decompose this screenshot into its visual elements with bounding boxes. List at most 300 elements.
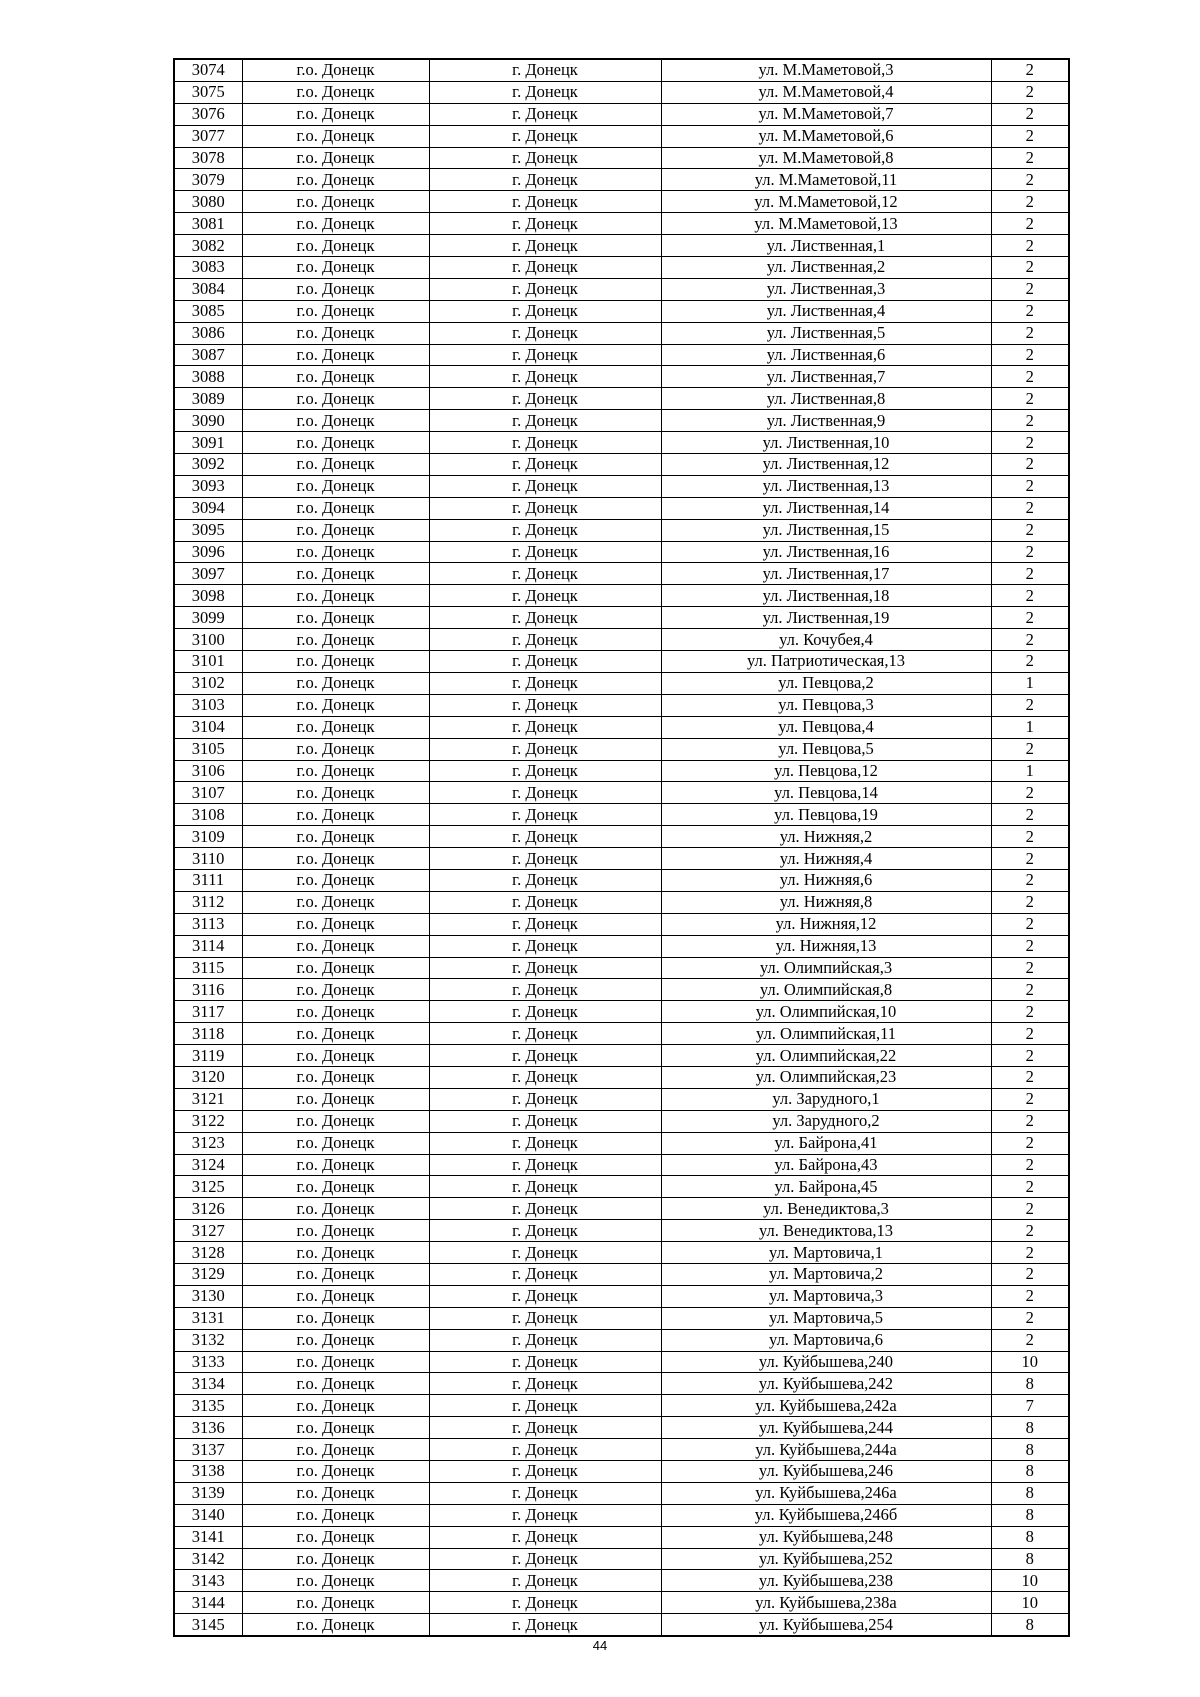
district-cell: г.о. Донецк xyxy=(242,1263,429,1285)
row-number-cell: 3083 xyxy=(174,257,242,279)
district-cell: г.о. Донецк xyxy=(242,826,429,848)
count-cell: 2 xyxy=(991,235,1069,257)
count-cell: 2 xyxy=(991,1154,1069,1176)
address-cell: ул. Лиственная,2 xyxy=(661,257,991,279)
table-row xyxy=(174,957,1069,979)
table-row xyxy=(174,607,1069,629)
count-cell: 2 xyxy=(991,59,1069,81)
table-row xyxy=(174,454,1069,476)
count-cell: 2 xyxy=(991,541,1069,563)
count-cell: 2 xyxy=(991,563,1069,585)
city-cell: г. Донецк xyxy=(429,1001,661,1023)
city-cell: г. Донецк xyxy=(429,59,661,81)
table-row xyxy=(174,235,1069,257)
count-cell: 8 xyxy=(991,1439,1069,1461)
district-cell: г.о. Донецк xyxy=(242,344,429,366)
district-cell: г.о. Донецк xyxy=(242,1395,429,1417)
city-cell: г. Донецк xyxy=(429,300,661,322)
district-cell: г.о. Донецк xyxy=(242,81,429,103)
address-cell: ул. Певцова,19 xyxy=(661,804,991,826)
count-cell: 2 xyxy=(991,103,1069,125)
table-row xyxy=(174,672,1069,694)
address-cell: ул. М.Маметовой,8 xyxy=(661,147,991,169)
city-cell: г. Донецк xyxy=(429,454,661,476)
count-cell: 8 xyxy=(991,1614,1069,1636)
count-cell: 2 xyxy=(991,694,1069,716)
table-row xyxy=(174,81,1069,103)
table-row xyxy=(174,651,1069,673)
address-cell: ул. М.Маметовой,7 xyxy=(661,103,991,125)
address-cell: ул. Олимпийская,11 xyxy=(661,1023,991,1045)
city-cell: г. Донецк xyxy=(429,388,661,410)
table-row xyxy=(174,1154,1069,1176)
city-cell: г. Донецк xyxy=(429,1461,661,1483)
address-cell: ул. Олимпийская,8 xyxy=(661,979,991,1001)
address-cell: ул. Олимпийская,3 xyxy=(661,957,991,979)
row-number-cell: 3120 xyxy=(174,1066,242,1088)
table-row xyxy=(174,694,1069,716)
table-row xyxy=(174,1614,1069,1636)
row-number-cell: 3114 xyxy=(174,935,242,957)
city-cell: г. Донецк xyxy=(429,541,661,563)
count-cell: 2 xyxy=(991,388,1069,410)
address-cell: ул. М.Маметовой,13 xyxy=(661,213,991,235)
count-cell: 10 xyxy=(991,1570,1069,1592)
table-row xyxy=(174,1373,1069,1395)
city-cell: г. Донецк xyxy=(429,1220,661,1242)
table-row xyxy=(174,432,1069,454)
row-number-cell: 3117 xyxy=(174,1001,242,1023)
city-cell: г. Донецк xyxy=(429,935,661,957)
address-cell: ул. Лиственная,6 xyxy=(661,344,991,366)
table-row xyxy=(174,1526,1069,1548)
row-number-cell: 3098 xyxy=(174,585,242,607)
district-cell: г.о. Донецк xyxy=(242,782,429,804)
row-number-cell: 3125 xyxy=(174,1176,242,1198)
table-row xyxy=(174,1285,1069,1307)
count-cell: 10 xyxy=(991,1592,1069,1614)
table-row xyxy=(174,125,1069,147)
address-cell: ул. Лиственная,13 xyxy=(661,475,991,497)
address-cell: ул. Куйбышева,246а xyxy=(661,1482,991,1504)
table-row xyxy=(174,1417,1069,1439)
city-cell: г. Донецк xyxy=(429,213,661,235)
district-cell: г.о. Донецк xyxy=(242,432,429,454)
table-row xyxy=(174,1504,1069,1526)
row-number-cell: 3109 xyxy=(174,826,242,848)
district-cell: г.о. Донецк xyxy=(242,1023,429,1045)
district-cell: г.о. Донецк xyxy=(242,913,429,935)
city-cell: г. Донецк xyxy=(429,322,661,344)
district-cell: г.о. Донецк xyxy=(242,804,429,826)
address-cell: ул. Лиственная,3 xyxy=(661,278,991,300)
count-cell: 2 xyxy=(991,979,1069,1001)
city-cell: г. Донецк xyxy=(429,563,661,585)
row-number-cell: 3102 xyxy=(174,672,242,694)
address-cell: ул. Куйбышева,254 xyxy=(661,1614,991,1636)
count-cell: 2 xyxy=(991,1045,1069,1067)
address-cell: ул. Певцова,12 xyxy=(661,760,991,782)
district-cell: г.о. Донецк xyxy=(242,1176,429,1198)
count-cell: 2 xyxy=(991,585,1069,607)
address-cell: ул. Мартовича,1 xyxy=(661,1242,991,1264)
city-cell: г. Донецк xyxy=(429,81,661,103)
row-number-cell: 3105 xyxy=(174,738,242,760)
address-cell: ул. Зарудного,1 xyxy=(661,1088,991,1110)
table-row xyxy=(174,410,1069,432)
count-cell: 1 xyxy=(991,672,1069,694)
city-cell: г. Донецк xyxy=(429,716,661,738)
city-cell: г. Донецк xyxy=(429,191,661,213)
table-row xyxy=(174,1351,1069,1373)
count-cell: 2 xyxy=(991,935,1069,957)
row-number-cell: 3142 xyxy=(174,1548,242,1570)
city-cell: г. Донецк xyxy=(429,1154,661,1176)
district-cell: г.о. Донецк xyxy=(242,1504,429,1526)
table-row xyxy=(174,191,1069,213)
address-cell: ул. Лиственная,12 xyxy=(661,454,991,476)
count-cell: 2 xyxy=(991,169,1069,191)
city-cell: г. Донецк xyxy=(429,891,661,913)
count-cell: 7 xyxy=(991,1395,1069,1417)
city-cell: г. Донецк xyxy=(429,1439,661,1461)
city-cell: г. Донецк xyxy=(429,672,661,694)
city-cell: г. Донецк xyxy=(429,848,661,870)
city-cell: г. Донецк xyxy=(429,1548,661,1570)
city-cell: г. Донецк xyxy=(429,1198,661,1220)
city-cell: г. Донецк xyxy=(429,1614,661,1636)
table-row xyxy=(174,891,1069,913)
address-cell: ул. М.Маметовой,12 xyxy=(661,191,991,213)
city-cell: г. Донецк xyxy=(429,410,661,432)
address-cell: ул. Патриотическая,13 xyxy=(661,651,991,673)
district-cell: г.о. Донецк xyxy=(242,935,429,957)
table-row xyxy=(174,519,1069,541)
address-cell: ул. Байрона,41 xyxy=(661,1132,991,1154)
district-cell: г.о. Донецк xyxy=(242,1526,429,1548)
address-cell: ул. Куйбышева,252 xyxy=(661,1548,991,1570)
row-number-cell: 3108 xyxy=(174,804,242,826)
row-number-cell: 3087 xyxy=(174,344,242,366)
row-number-cell: 3129 xyxy=(174,1263,242,1285)
city-cell: г. Донецк xyxy=(429,869,661,891)
count-cell: 2 xyxy=(991,475,1069,497)
table-row xyxy=(174,760,1069,782)
count-cell: 2 xyxy=(991,322,1069,344)
row-number-cell: 3145 xyxy=(174,1614,242,1636)
row-number-cell: 3088 xyxy=(174,366,242,388)
city-cell: г. Донецк xyxy=(429,1110,661,1132)
district-cell: г.о. Донецк xyxy=(242,1110,429,1132)
table-row xyxy=(174,1176,1069,1198)
district-cell: г.о. Донецк xyxy=(242,979,429,1001)
count-cell: 2 xyxy=(991,848,1069,870)
count-cell: 2 xyxy=(991,300,1069,322)
city-cell: г. Донецк xyxy=(429,475,661,497)
district-cell: г.о. Донецк xyxy=(242,103,429,125)
count-cell: 2 xyxy=(991,1132,1069,1154)
count-cell: 2 xyxy=(991,1198,1069,1220)
count-cell: 2 xyxy=(991,1023,1069,1045)
district-cell: г.о. Донецк xyxy=(242,366,429,388)
row-number-cell: 3137 xyxy=(174,1439,242,1461)
count-cell: 2 xyxy=(991,366,1069,388)
district-cell: г.о. Донецк xyxy=(242,891,429,913)
count-cell: 2 xyxy=(991,519,1069,541)
table-row xyxy=(174,1329,1069,1351)
address-cell: ул. Певцова,5 xyxy=(661,738,991,760)
district-cell: г.о. Донецк xyxy=(242,1461,429,1483)
district-cell: г.о. Донецк xyxy=(242,1548,429,1570)
district-cell: г.о. Донецк xyxy=(242,1198,429,1220)
count-cell: 2 xyxy=(991,432,1069,454)
address-cell: ул. Нижняя,2 xyxy=(661,826,991,848)
district-cell: г.о. Донецк xyxy=(242,497,429,519)
address-table xyxy=(173,58,1070,1637)
district-cell: г.о. Донецк xyxy=(242,1373,429,1395)
row-number-cell: 3079 xyxy=(174,169,242,191)
row-number-cell: 3123 xyxy=(174,1132,242,1154)
row-number-cell: 3089 xyxy=(174,388,242,410)
table-row xyxy=(174,738,1069,760)
count-cell: 2 xyxy=(991,869,1069,891)
district-cell: г.о. Донецк xyxy=(242,410,429,432)
row-number-cell: 3091 xyxy=(174,432,242,454)
district-cell: г.о. Донецк xyxy=(242,760,429,782)
address-cell: ул. Лиственная,10 xyxy=(661,432,991,454)
row-number-cell: 3076 xyxy=(174,103,242,125)
city-cell: г. Донецк xyxy=(429,913,661,935)
city-cell: г. Донецк xyxy=(429,607,661,629)
table-row xyxy=(174,1045,1069,1067)
address-cell: ул. Мартовича,2 xyxy=(661,1263,991,1285)
address-cell: ул. Певцова,3 xyxy=(661,694,991,716)
address-cell: ул. М.Маметовой,4 xyxy=(661,81,991,103)
city-cell: г. Донецк xyxy=(429,1132,661,1154)
count-cell: 8 xyxy=(991,1548,1069,1570)
row-number-cell: 3100 xyxy=(174,629,242,651)
table-row xyxy=(174,1220,1069,1242)
district-cell: г.о. Донецк xyxy=(242,475,429,497)
address-cell: ул. Лиственная,14 xyxy=(661,497,991,519)
district-cell: г.о. Донецк xyxy=(242,629,429,651)
table-body xyxy=(174,59,1069,1636)
district-cell: г.о. Донецк xyxy=(242,147,429,169)
city-cell: г. Донецк xyxy=(429,1482,661,1504)
city-cell: г. Донецк xyxy=(429,1242,661,1264)
row-number-cell: 3121 xyxy=(174,1088,242,1110)
city-cell: г. Донецк xyxy=(429,1045,661,1067)
address-cell: ул. Мартовича,3 xyxy=(661,1285,991,1307)
address-cell: ул. Куйбышева,242 xyxy=(661,1373,991,1395)
table-row xyxy=(174,497,1069,519)
count-cell: 8 xyxy=(991,1482,1069,1504)
district-cell: г.о. Донецк xyxy=(242,585,429,607)
row-number-cell: 3133 xyxy=(174,1351,242,1373)
district-cell: г.о. Донецк xyxy=(242,1132,429,1154)
row-number-cell: 3104 xyxy=(174,716,242,738)
city-cell: г. Донецк xyxy=(429,1263,661,1285)
address-cell: ул. Кочубея,4 xyxy=(661,629,991,651)
table-row xyxy=(174,1592,1069,1614)
count-cell: 2 xyxy=(991,1176,1069,1198)
row-number-cell: 3116 xyxy=(174,979,242,1001)
row-number-cell: 3140 xyxy=(174,1504,242,1526)
table-row xyxy=(174,1570,1069,1592)
district-cell: г.о. Донецк xyxy=(242,1570,429,1592)
table-row xyxy=(174,935,1069,957)
district-cell: г.о. Донецк xyxy=(242,957,429,979)
city-cell: г. Донецк xyxy=(429,235,661,257)
address-cell: ул. Байрона,43 xyxy=(661,1154,991,1176)
city-cell: г. Донецк xyxy=(429,585,661,607)
address-cell: ул. Лиственная,4 xyxy=(661,300,991,322)
count-cell: 2 xyxy=(991,213,1069,235)
row-number-cell: 3095 xyxy=(174,519,242,541)
row-number-cell: 3081 xyxy=(174,213,242,235)
address-cell: ул. Куйбышева,244а xyxy=(661,1439,991,1461)
row-number-cell: 3128 xyxy=(174,1242,242,1264)
count-cell: 2 xyxy=(991,1242,1069,1264)
city-cell: г. Донецк xyxy=(429,760,661,782)
table-row xyxy=(174,1439,1069,1461)
city-cell: г. Донецк xyxy=(429,1307,661,1329)
count-cell: 2 xyxy=(991,257,1069,279)
row-number-cell: 3119 xyxy=(174,1045,242,1067)
address-cell: ул. Лиственная,7 xyxy=(661,366,991,388)
table-row xyxy=(174,213,1069,235)
row-number-cell: 3138 xyxy=(174,1461,242,1483)
count-cell: 2 xyxy=(991,1088,1069,1110)
row-number-cell: 3093 xyxy=(174,475,242,497)
district-cell: г.о. Донецк xyxy=(242,1001,429,1023)
count-cell: 2 xyxy=(991,1220,1069,1242)
district-cell: г.о. Донецк xyxy=(242,169,429,191)
row-number-cell: 3144 xyxy=(174,1592,242,1614)
district-cell: г.о. Донецк xyxy=(242,1088,429,1110)
table-row xyxy=(174,1066,1069,1088)
row-number-cell: 3103 xyxy=(174,694,242,716)
table-row xyxy=(174,1548,1069,1570)
city-cell: г. Донецк xyxy=(429,1351,661,1373)
city-cell: г. Донецк xyxy=(429,366,661,388)
address-cell: ул. Лиственная,5 xyxy=(661,322,991,344)
row-number-cell: 3097 xyxy=(174,563,242,585)
table-row xyxy=(174,1242,1069,1264)
count-cell: 2 xyxy=(991,891,1069,913)
district-cell: г.о. Донецк xyxy=(242,738,429,760)
city-cell: г. Донецк xyxy=(429,826,661,848)
district-cell: г.о. Донецк xyxy=(242,519,429,541)
district-cell: г.о. Донецк xyxy=(242,1066,429,1088)
row-number-cell: 3113 xyxy=(174,913,242,935)
district-cell: г.о. Донецк xyxy=(242,651,429,673)
count-cell: 2 xyxy=(991,125,1069,147)
count-cell: 2 xyxy=(991,147,1069,169)
count-cell: 2 xyxy=(991,1285,1069,1307)
district-cell: г.о. Донецк xyxy=(242,1285,429,1307)
district-cell: г.о. Донецк xyxy=(242,125,429,147)
table-row xyxy=(174,257,1069,279)
district-cell: г.о. Донецк xyxy=(242,1417,429,1439)
row-number-cell: 3078 xyxy=(174,147,242,169)
district-cell: г.о. Донецк xyxy=(242,1351,429,1373)
count-cell: 10 xyxy=(991,1351,1069,1373)
address-cell: ул. Олимпийская,10 xyxy=(661,1001,991,1023)
city-cell: г. Донецк xyxy=(429,957,661,979)
row-number-cell: 3118 xyxy=(174,1023,242,1045)
district-cell: г.о. Донецк xyxy=(242,278,429,300)
count-cell: 2 xyxy=(991,278,1069,300)
table-row xyxy=(174,322,1069,344)
city-cell: г. Донецк xyxy=(429,103,661,125)
city-cell: г. Донецк xyxy=(429,519,661,541)
table-row xyxy=(174,1395,1069,1417)
city-cell: г. Донецк xyxy=(429,782,661,804)
row-number-cell: 3131 xyxy=(174,1307,242,1329)
district-cell: г.о. Донецк xyxy=(242,257,429,279)
address-cell: ул. Олимпийская,23 xyxy=(661,1066,991,1088)
table-row xyxy=(174,913,1069,935)
count-cell: 8 xyxy=(991,1373,1069,1395)
row-number-cell: 3101 xyxy=(174,651,242,673)
district-cell: г.о. Донецк xyxy=(242,191,429,213)
address-cell: ул. Лиственная,8 xyxy=(661,388,991,410)
address-cell: ул. Байрона,45 xyxy=(661,1176,991,1198)
district-cell: г.о. Донецк xyxy=(242,388,429,410)
count-cell: 2 xyxy=(991,81,1069,103)
row-number-cell: 3135 xyxy=(174,1395,242,1417)
district-cell: г.о. Донецк xyxy=(242,848,429,870)
count-cell: 2 xyxy=(991,913,1069,935)
table-row xyxy=(174,979,1069,1001)
count-cell: 2 xyxy=(991,738,1069,760)
address-cell: ул. Куйбышева,248 xyxy=(661,1526,991,1548)
address-cell: ул. Венедиктова,3 xyxy=(661,1198,991,1220)
address-cell: ул. Нижняя,13 xyxy=(661,935,991,957)
row-number-cell: 3124 xyxy=(174,1154,242,1176)
row-number-cell: 3094 xyxy=(174,497,242,519)
district-cell: г.о. Донецк xyxy=(242,1614,429,1636)
address-cell: ул. Лиственная,18 xyxy=(661,585,991,607)
district-cell: г.о. Донецк xyxy=(242,1307,429,1329)
address-cell: ул. Куйбышева,244 xyxy=(661,1417,991,1439)
city-cell: г. Донецк xyxy=(429,147,661,169)
count-cell: 8 xyxy=(991,1417,1069,1439)
count-cell: 2 xyxy=(991,454,1069,476)
address-cell: ул. Куйбышева,246 xyxy=(661,1461,991,1483)
address-cell: ул. Олимпийская,22 xyxy=(661,1045,991,1067)
row-number-cell: 3096 xyxy=(174,541,242,563)
row-number-cell: 3092 xyxy=(174,454,242,476)
table-row xyxy=(174,848,1069,870)
row-number-cell: 3075 xyxy=(174,81,242,103)
city-cell: г. Донецк xyxy=(429,1066,661,1088)
table-row xyxy=(174,1482,1069,1504)
city-cell: г. Донецк xyxy=(429,1592,661,1614)
address-cell: ул. Нижняя,8 xyxy=(661,891,991,913)
city-cell: г. Донецк xyxy=(429,125,661,147)
address-cell: ул. М.Маметовой,6 xyxy=(661,125,991,147)
row-number-cell: 3111 xyxy=(174,869,242,891)
address-cell: ул. Куйбышева,246б xyxy=(661,1504,991,1526)
address-cell: ул. Певцова,14 xyxy=(661,782,991,804)
district-cell: г.о. Донецк xyxy=(242,716,429,738)
district-cell: г.о. Донецк xyxy=(242,1592,429,1614)
count-cell: 2 xyxy=(991,651,1069,673)
count-cell: 2 xyxy=(991,1001,1069,1023)
row-number-cell: 3085 xyxy=(174,300,242,322)
